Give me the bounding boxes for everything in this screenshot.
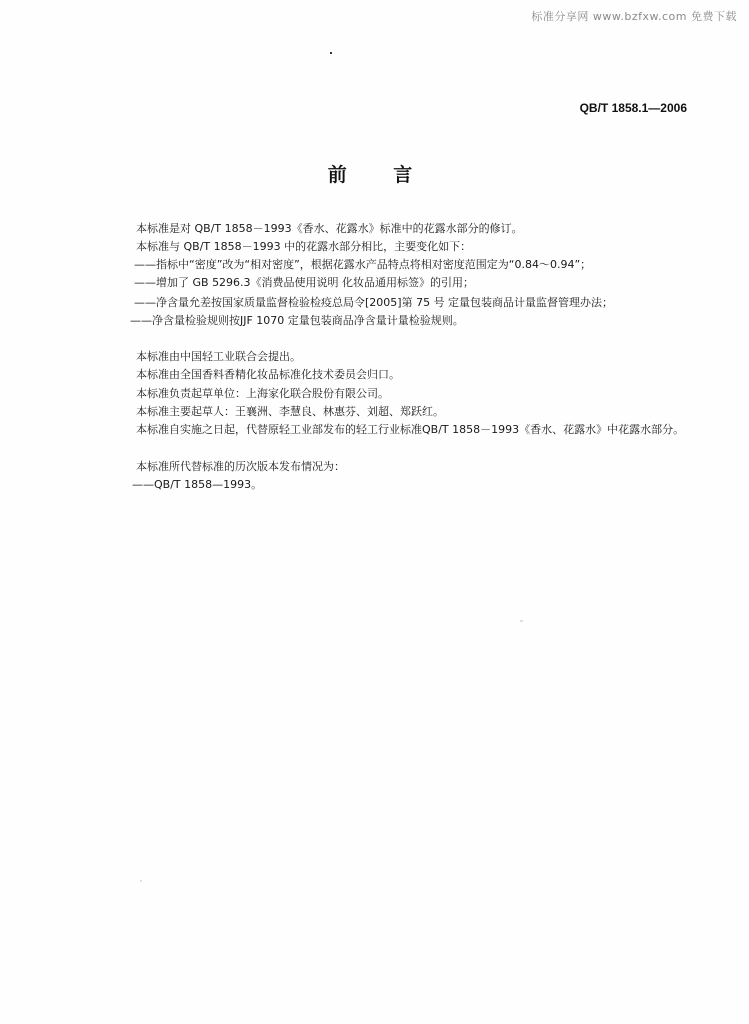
change-item-net-content-tolerance: ——净含量允差按国家质量监督检验检疫总局令[2005]第 75 号 定量包装商品计量监督管理办法； bbox=[134, 296, 614, 309]
changes-intro: 本标准与 QB/T 1858－1993 中的花露水部分相比，主要变化如下： bbox=[136, 240, 472, 253]
scan-speck bbox=[140, 880, 142, 882]
standard-code: QB/T 1858.1—2006 bbox=[579, 101, 687, 115]
site-watermark: 标准分享网 www.bzfxw.com 免费下载 bbox=[531, 10, 737, 23]
scan-speck bbox=[330, 52, 332, 54]
technical-committee-paragraph: 本标准由全国香料香精化妆品标准化技术委员会归口。 bbox=[136, 368, 400, 381]
version-history-item: ——QB/T 1858—1993。 bbox=[132, 478, 263, 491]
intro-paragraph: 本标准是对 QB/T 1858－1993《香水、花露水》标准中的花露水部分的修订。 bbox=[136, 222, 523, 235]
version-history-intro: 本标准所代替标准的历次版本发布情况为： bbox=[136, 460, 345, 473]
drafting-unit-paragraph: 本标准负责起草单位：上海家化联合股份有限公司。 bbox=[136, 387, 389, 400]
change-item-net-content-inspection: ——净含量检验规则按JJF 1070 定量包装商品净含量计量检验规则。 bbox=[130, 314, 464, 327]
change-item-label-reference: ——增加了 GB 5296.3《消费品使用说明 化妆品通用标签》的引用； bbox=[134, 276, 475, 289]
replacement-paragraph: 本标准自实施之日起，代替原轻工业部发布的轻工行业标准QB/T 1858－1993《香水、花露水》中花露水部分。 bbox=[136, 423, 685, 436]
change-item-density: ——指标中“密度”改为“相对密度”，根据花露水产品特点将相对密度范围定为“0.84～0.94”； bbox=[134, 258, 592, 271]
scan-speck bbox=[520, 620, 523, 622]
page-title: 前 言 bbox=[327, 164, 433, 186]
drafters-paragraph: 本标准主要起草人：王襄洲、李慧良、林惠芬、刘超、郑跃红。 bbox=[136, 405, 444, 418]
proposer-paragraph: 本标准由中国轻工业联合会提出。 bbox=[136, 350, 301, 363]
